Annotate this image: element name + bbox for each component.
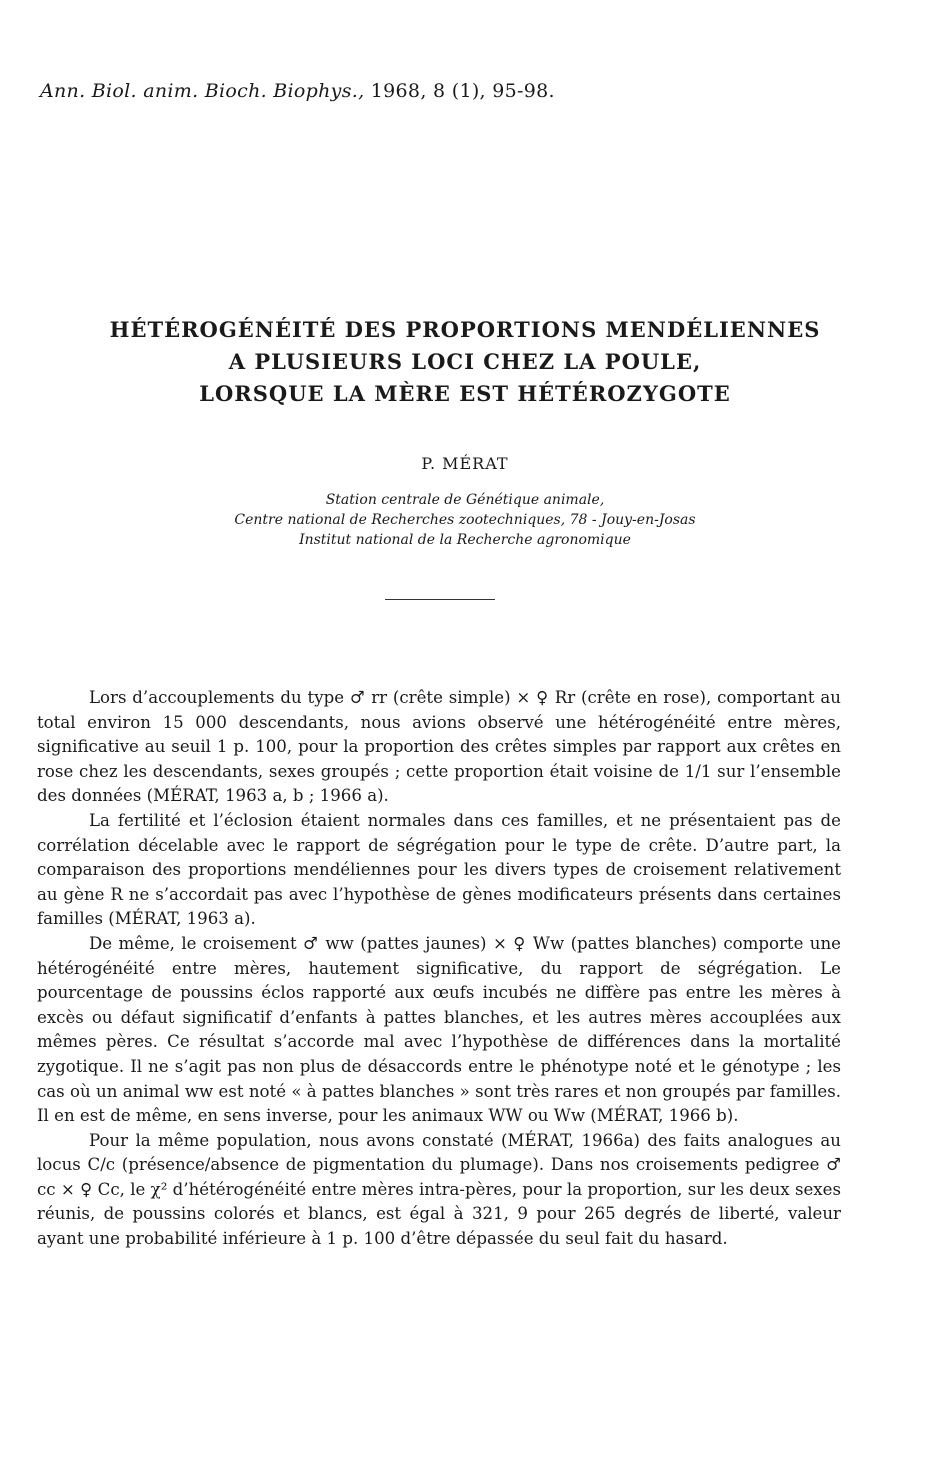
body-paragraph: La fertilité et l’éclosion étaient normales dans ces familles, et ne présentaient pas de corrélation décelable avec le rapport de ségrégation pour le type de crête. D’autre part, la comparaison des proportions mendéliennes pour les divers types de croisement relativement au gène R ne s’accordait pas avec l’hypothèse de gènes modificateurs présents dans certaines familles (MÉRAT, 1963 a). bbox=[37, 810, 841, 929]
body-paragraph: Pour la même population, nous avons constaté (MÉRAT, 1966a) des faits analogues au locus C/c (présence/absence de pigmentation du plumage). Dans nos croisements pedigree ♂ cc × ♀ Cc, le χ² d’hétérogénéité entre mères intra-pères, pour la proportion, sur les deux sexes réunis, de poussins colorés et blancs, est égal à 321, 9 pour 265 degrés de liberté, valeur ayant une probabilité inférieure à 1 p. 100 d’être dépassée du seul fait du hasard. bbox=[37, 1130, 841, 1249]
article-title bbox=[0, 314, 930, 410]
section-divider bbox=[385, 599, 495, 600]
title-line: A PLUSIEURS LOCI CHEZ LA POULE, bbox=[228, 349, 702, 374]
title-line: LORSQUE LA MÈRE EST HÉTÉROZYGOTE bbox=[199, 381, 731, 406]
citation-journal: Ann. Biol. anim. Bioch. Biophys., bbox=[40, 80, 365, 102]
body-paragraph: Lors d’accouplements du type ♂ rr (crête simple) × ♀ Rr (crête en rose), comportant au total environ 15 000 descendants, nous avions observé une hétérogénéité entre mères, significative au seuil 1 p. 100, pour la proportion des crêtes simples par rapport aux crêtes en rose chez les descendants, sexes groupés ; cette proportion était voisine de 1/1 sur l’ensemble des données (MÉRAT, 1963 a, b ; 1966 a). bbox=[37, 688, 841, 806]
body-paragraph: De même, le croisement ♂ ww (pattes jaunes) × ♀ Ww (pattes blanches) comporte une hétérogénéité entre mères, hautement significative, du rapport de ségrégation. Le pourcentage de poussins éclos rapporté aux œufs incubés ne diffère pas entre les mères à excès ou défaut significatif d’enfants à pattes blanches, et les autres mères accouplées aux mêmes pères. Ce résultat s’accorde mal avec l’hypothèse de différences dans la mortalité zygotique. Il ne s’agit pas non plus de désaccords entre le phénotype noté et le génotype ; les cas où un animal ww est noté « à pattes blanches » sont très rares et non groupés par familles. Il en est de même, en sens inverse, pour les animaux WW ou Ww (MÉRAT, 1966 b). bbox=[37, 933, 841, 1126]
citation-details: 1968, 8 (1), 95-98. bbox=[370, 80, 555, 102]
author-name: P. MÉRAT bbox=[421, 454, 509, 473]
journal-citation bbox=[40, 80, 555, 102]
affiliation-line: Centre national de Recherches zootechniques, 78 - Jouy-en-Josas bbox=[234, 512, 696, 528]
affiliation-line: Institut national de la Recherche agronomique bbox=[299, 532, 631, 548]
article-body bbox=[37, 686, 841, 1252]
affiliation-line: Station centrale de Génétique animale, bbox=[325, 492, 605, 508]
author-affiliation bbox=[0, 490, 930, 550]
title-line: HÉTÉROGÉNÉITÉ DES PROPORTIONS MENDÉLIENNES bbox=[109, 317, 821, 342]
